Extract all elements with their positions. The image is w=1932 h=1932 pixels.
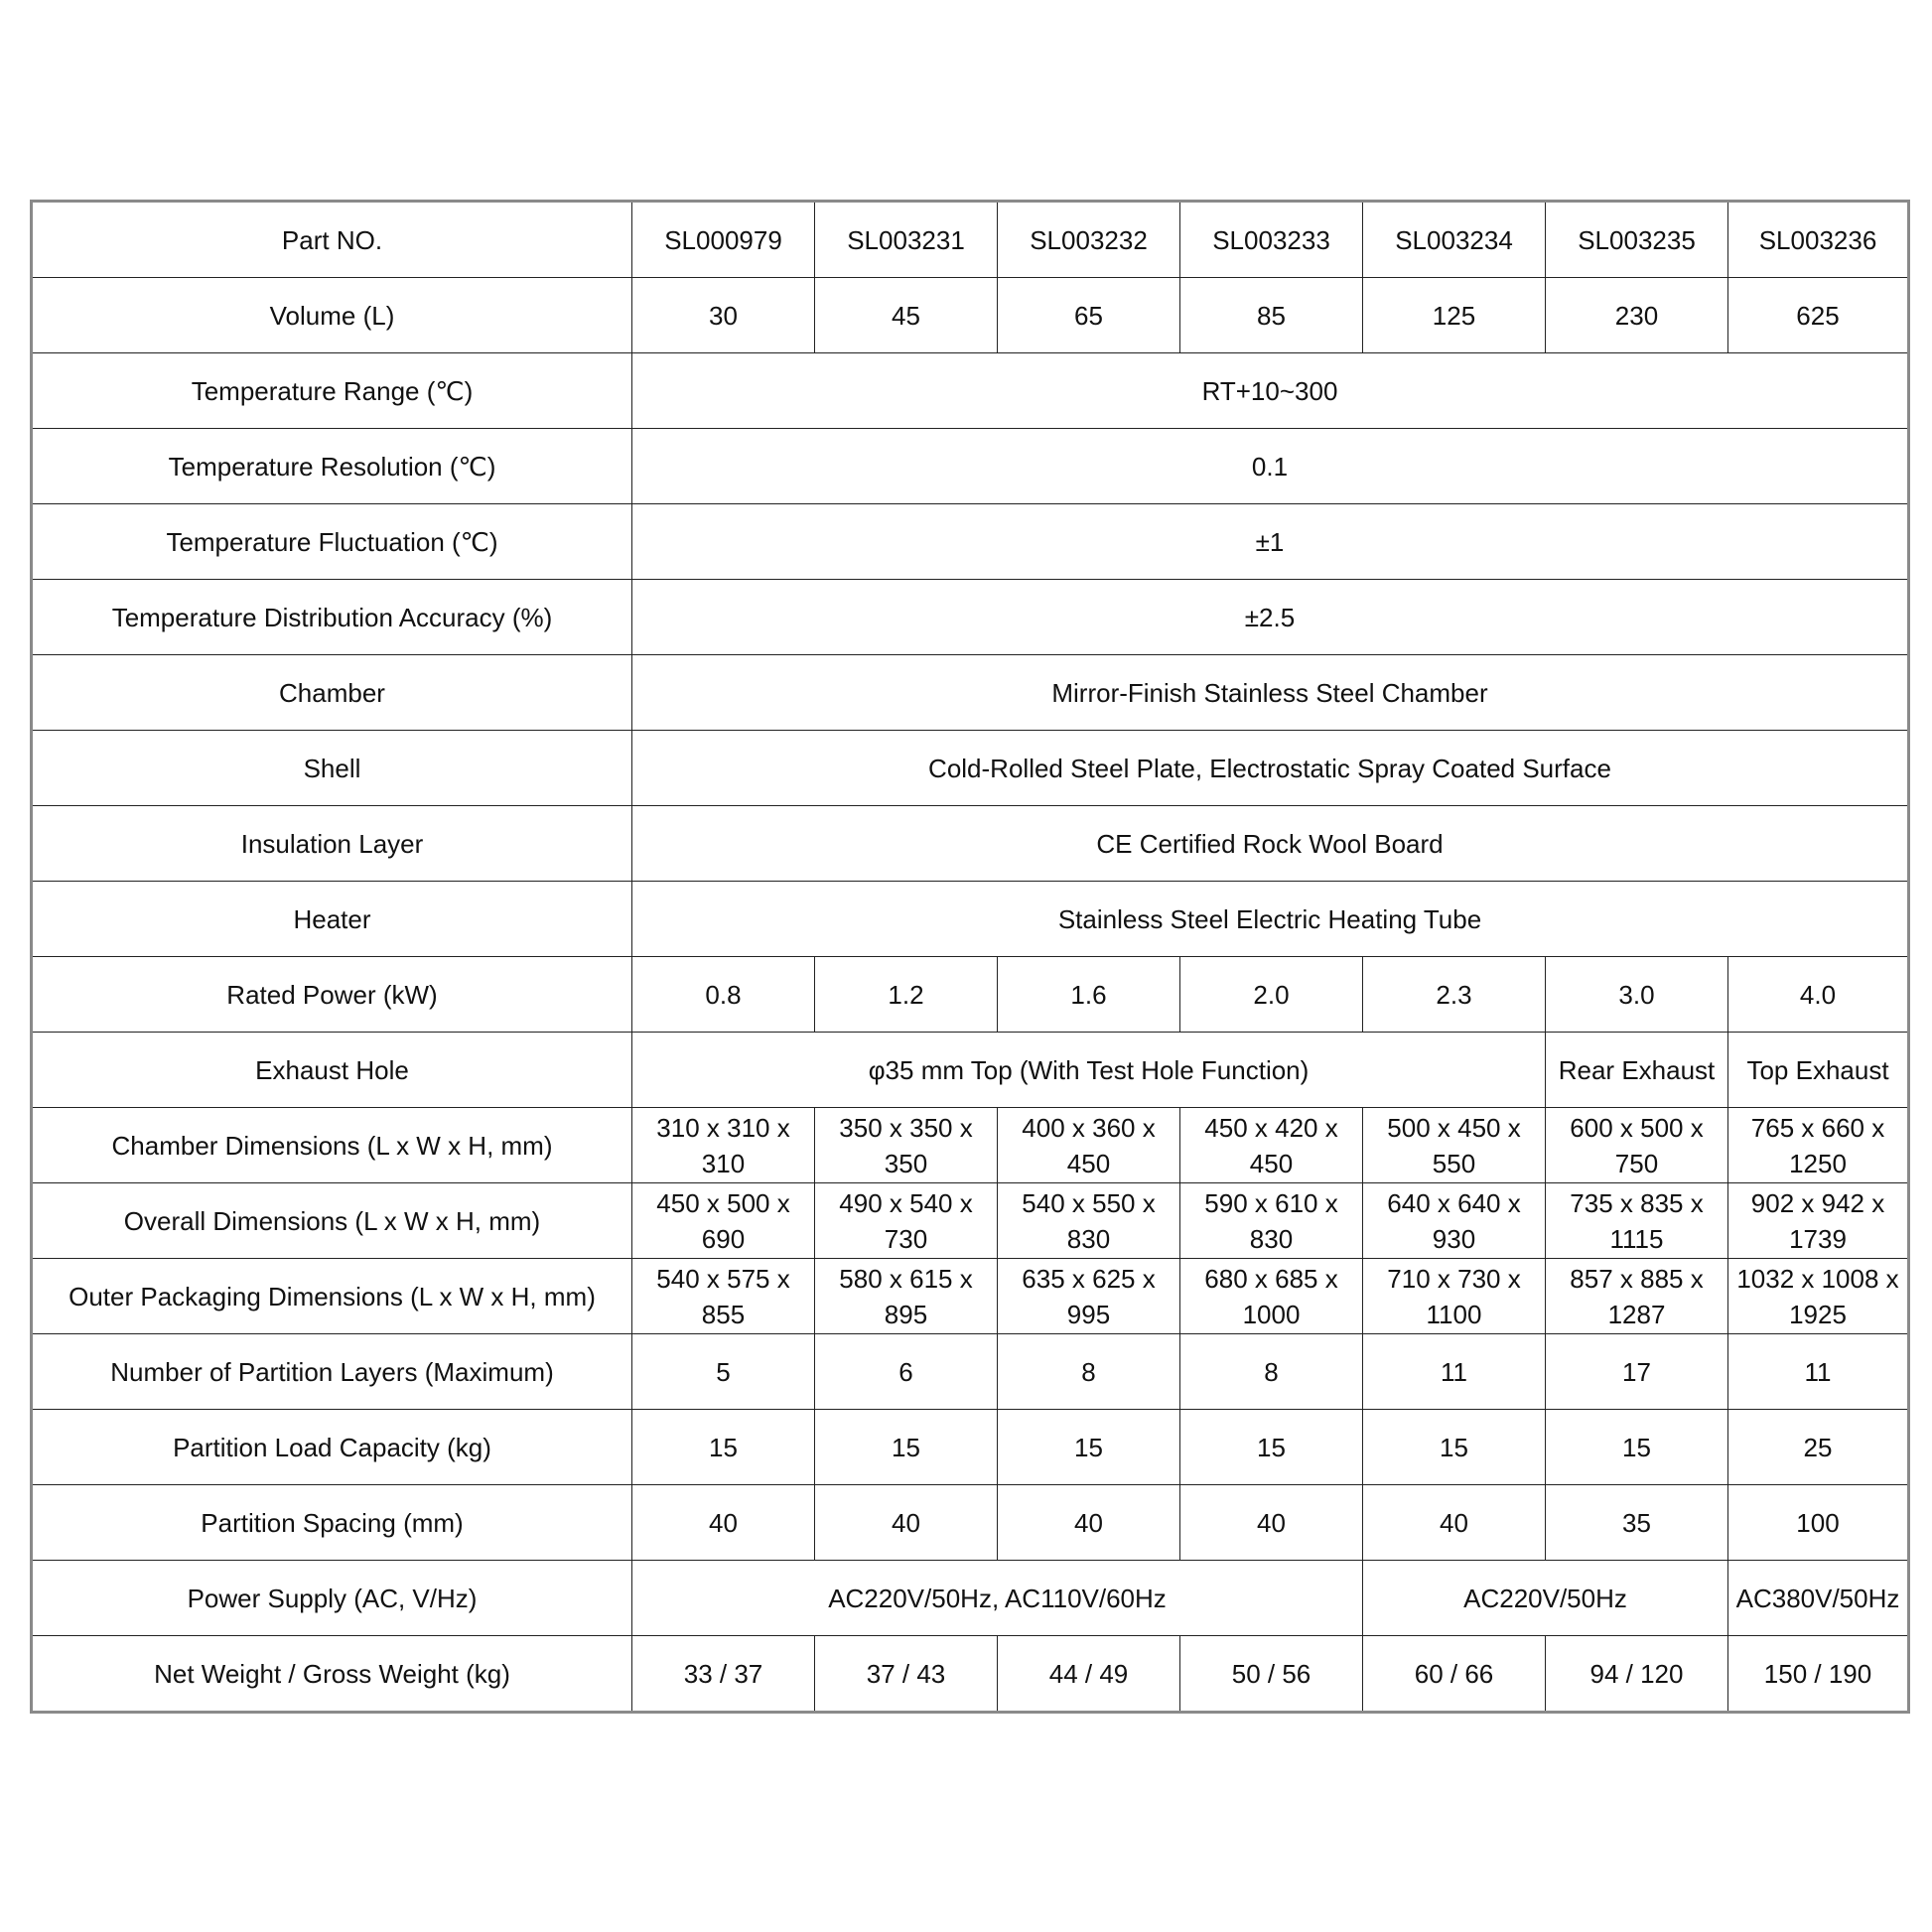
table-cell: 450 x 420 x 450 xyxy=(1180,1108,1363,1183)
table-cell: AC220V/50Hz, AC110V/60Hz xyxy=(632,1561,1363,1636)
table-cell: 500 x 450 x 550 xyxy=(1363,1108,1546,1183)
table-cell: 40 xyxy=(1363,1485,1546,1561)
row-label: Number of Partition Layers (Maximum) xyxy=(32,1334,632,1410)
table-cell: 640 x 640 x 930 xyxy=(1363,1183,1546,1259)
table-cell: 0.8 xyxy=(632,957,815,1033)
table-row xyxy=(32,1259,1909,1334)
table-cell: 17 xyxy=(1546,1334,1728,1410)
table-cell: 580 x 615 x 895 xyxy=(815,1259,998,1334)
table-cell: 45 xyxy=(815,278,998,353)
table-cell: 680 x 685 x 1000 xyxy=(1180,1259,1363,1334)
table-cell: 11 xyxy=(1363,1334,1546,1410)
table-cell: 40 xyxy=(632,1485,815,1561)
table-cell: 490 x 540 x 730 xyxy=(815,1183,998,1259)
table-cell: 44 / 49 xyxy=(998,1636,1180,1713)
table-cell: 857 x 885 x 1287 xyxy=(1546,1259,1728,1334)
spec-table-body xyxy=(32,202,1909,1713)
table-cell: 6 xyxy=(815,1334,998,1410)
table-row xyxy=(32,1636,1909,1713)
row-label: Chamber Dimensions (L x W x H, mm) xyxy=(32,1108,632,1183)
table-cell: 40 xyxy=(1180,1485,1363,1561)
table-cell: 40 xyxy=(998,1485,1180,1561)
table-cell: 85 xyxy=(1180,278,1363,353)
table-cell: 3.0 xyxy=(1546,957,1728,1033)
table-cell: 310 x 310 x 310 xyxy=(632,1108,815,1183)
row-label: Outer Packaging Dimensions (L x W x H, mm) xyxy=(32,1259,632,1334)
row-label: Partition Load Capacity (kg) xyxy=(32,1410,632,1485)
table-cell: 1.6 xyxy=(998,957,1180,1033)
table-cell: 400 x 360 x 450 xyxy=(998,1108,1180,1183)
table-cell: 635 x 625 x 995 xyxy=(998,1259,1180,1334)
table-cell: 25 xyxy=(1728,1410,1909,1485)
table-row xyxy=(32,278,1909,353)
table-row xyxy=(32,580,1909,655)
table-cell: 2.0 xyxy=(1180,957,1363,1033)
table-cell: 40 xyxy=(815,1485,998,1561)
table-cell: Cold-Rolled Steel Plate, Electrostatic Spray Coated Surface xyxy=(632,731,1909,806)
row-label: Rated Power (kW) xyxy=(32,957,632,1033)
table-cell: 150 / 190 xyxy=(1728,1636,1909,1713)
table-cell: 600 x 500 x 750 xyxy=(1546,1108,1728,1183)
table-cell: 15 xyxy=(1546,1410,1728,1485)
table-row xyxy=(32,655,1909,731)
table-cell: 37 / 43 xyxy=(815,1636,998,1713)
table-cell: 15 xyxy=(1363,1410,1546,1485)
table-cell: 902 x 942 x 1739 xyxy=(1728,1183,1909,1259)
table-cell: ±1 xyxy=(632,504,1909,580)
table-cell: 33 / 37 xyxy=(632,1636,815,1713)
table-cell: 100 xyxy=(1728,1485,1909,1561)
table-cell: 30 xyxy=(632,278,815,353)
table-cell: 710 x 730 x 1100 xyxy=(1363,1259,1546,1334)
table-cell: 60 / 66 xyxy=(1363,1636,1546,1713)
table-cell: 540 x 575 x 855 xyxy=(632,1259,815,1334)
table-cell: 15 xyxy=(1180,1410,1363,1485)
row-label: Shell xyxy=(32,731,632,806)
spec-table xyxy=(30,200,1910,1714)
table-cell: AC220V/50Hz xyxy=(1363,1561,1728,1636)
table-cell: SL003236 xyxy=(1728,202,1909,278)
table-cell: SL003235 xyxy=(1546,202,1728,278)
table-row xyxy=(32,353,1909,429)
table-cell: 0.1 xyxy=(632,429,1909,504)
row-label: Net Weight / Gross Weight (kg) xyxy=(32,1636,632,1713)
table-cell: Rear Exhaust xyxy=(1546,1033,1728,1108)
table-cell: 540 x 550 x 830 xyxy=(998,1183,1180,1259)
row-label: Part NO. xyxy=(32,202,632,278)
table-cell: 350 x 350 x 350 xyxy=(815,1108,998,1183)
table-row xyxy=(32,1561,1909,1636)
table-cell: SL003231 xyxy=(815,202,998,278)
table-cell: Stainless Steel Electric Heating Tube xyxy=(632,882,1909,957)
table-cell: 125 xyxy=(1363,278,1546,353)
table-cell: ±2.5 xyxy=(632,580,1909,655)
table-cell: 15 xyxy=(998,1410,1180,1485)
table-cell: SL003233 xyxy=(1180,202,1363,278)
table-cell: 8 xyxy=(998,1334,1180,1410)
row-label: Insulation Layer xyxy=(32,806,632,882)
table-cell: 1032 x 1008 x 1925 xyxy=(1728,1259,1909,1334)
row-label: Partition Spacing (mm) xyxy=(32,1485,632,1561)
table-row xyxy=(32,1410,1909,1485)
table-cell: AC380V/50Hz xyxy=(1728,1561,1909,1636)
row-label: Temperature Resolution (℃) xyxy=(32,429,632,504)
row-label: Temperature Fluctuation (℃) xyxy=(32,504,632,580)
table-cell: 35 xyxy=(1546,1485,1728,1561)
table-cell: 1.2 xyxy=(815,957,998,1033)
row-label: Power Supply (AC, V/Hz) xyxy=(32,1561,632,1636)
table-cell: 8 xyxy=(1180,1334,1363,1410)
table-row xyxy=(32,1334,1909,1410)
table-cell: Top Exhaust xyxy=(1728,1033,1909,1108)
table-cell: 11 xyxy=(1728,1334,1909,1410)
table-cell: 590 x 610 x 830 xyxy=(1180,1183,1363,1259)
table-cell: 50 / 56 xyxy=(1180,1636,1363,1713)
table-cell: 450 x 500 x 690 xyxy=(632,1183,815,1259)
table-cell: SL003234 xyxy=(1363,202,1546,278)
table-cell: RT+10~300 xyxy=(632,353,1909,429)
table-cell: 15 xyxy=(815,1410,998,1485)
table-cell: 65 xyxy=(998,278,1180,353)
table-row xyxy=(32,882,1909,957)
table-cell: 765 x 660 x 1250 xyxy=(1728,1108,1909,1183)
table-cell: 625 xyxy=(1728,278,1909,353)
table-row xyxy=(32,504,1909,580)
table-row xyxy=(32,957,1909,1033)
table-row xyxy=(32,731,1909,806)
row-label: Volume (L) xyxy=(32,278,632,353)
table-cell: SL000979 xyxy=(632,202,815,278)
table-row xyxy=(32,1183,1909,1259)
table-cell: 230 xyxy=(1546,278,1728,353)
table-cell: 4.0 xyxy=(1728,957,1909,1033)
table-cell: 94 / 120 xyxy=(1546,1636,1728,1713)
table-cell: 2.3 xyxy=(1363,957,1546,1033)
table-cell: 735 x 835 x 1115 xyxy=(1546,1183,1728,1259)
row-label: Overall Dimensions (L x W x H, mm) xyxy=(32,1183,632,1259)
row-label: Chamber xyxy=(32,655,632,731)
row-label: Temperature Distribution Accuracy (%) xyxy=(32,580,632,655)
table-cell: φ35 mm Top (With Test Hole Function) xyxy=(632,1033,1546,1108)
table-row xyxy=(32,806,1909,882)
table-cell: 15 xyxy=(632,1410,815,1485)
table-cell: CE Certified Rock Wool Board xyxy=(632,806,1909,882)
row-label: Heater xyxy=(32,882,632,957)
table-row xyxy=(32,1108,1909,1183)
table-row xyxy=(32,1485,1909,1561)
table-cell: Mirror-Finish Stainless Steel Chamber xyxy=(632,655,1909,731)
row-label: Temperature Range (℃) xyxy=(32,353,632,429)
table-row xyxy=(32,202,1909,278)
row-label: Exhaust Hole xyxy=(32,1033,632,1108)
table-cell: SL003232 xyxy=(998,202,1180,278)
table-cell: 5 xyxy=(632,1334,815,1410)
table-row xyxy=(32,429,1909,504)
table-row xyxy=(32,1033,1909,1108)
